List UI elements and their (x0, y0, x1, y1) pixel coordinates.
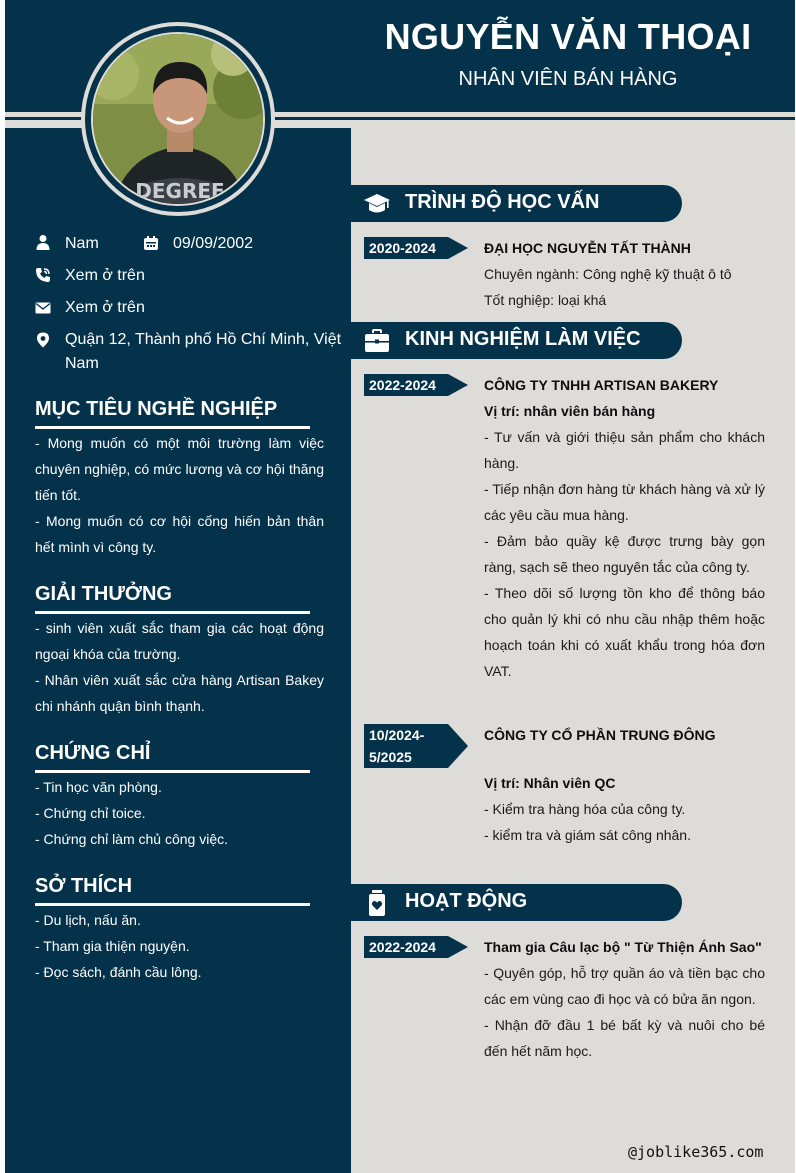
certificates-title: CHỨNG CHỈ (35, 742, 151, 764)
envelope-icon (35, 300, 51, 316)
award-item: - sinh viên xuất sắc tham gia các hoạt động ngoại khóa của trường. (35, 620, 324, 662)
profile-photo (91, 32, 265, 206)
education-header (351, 185, 682, 222)
education-graduation: Tốt nghiệp: loại khá (484, 292, 607, 308)
job-date: 2022-2024 (364, 374, 448, 396)
job-duty: - Đảm bảo quầy kệ được trưng bày gọn ràng, sạch sẽ theo nguyên tắc của công ty. (484, 533, 765, 575)
job-duty: - Kiểm tra hàng hóa của công ty. (484, 801, 686, 817)
activity-name: Tham gia Câu lạc bộ " Từ Thiện Ánh Sao" (484, 939, 762, 955)
job-duty: - kiểm tra và giám sát công nhân. (484, 827, 691, 843)
awards-title: GIẢI THƯỞNG (35, 583, 172, 605)
job-details-2-body (484, 770, 765, 848)
company-name: CÔNG TY TNHH ARTISAN BAKERY (484, 377, 719, 393)
certificate-item: - Chứng chỉ làm chủ công việc. (35, 831, 229, 847)
objective-text (35, 430, 324, 560)
job-duty: - Theo dõi số lượng tồn kho để thông báo cho quản lý khi có nhu cầu nhập thêm hoặc hoạch toán khi có xuất khẩu trong hóa đơn VAT. (484, 585, 765, 679)
user-icon (35, 234, 51, 250)
school-name: ĐẠI HỌC NGUYỄN TẤT THÀNH (484, 240, 691, 256)
activity-date: 2022-2024 (364, 936, 448, 958)
awards-text (35, 615, 324, 719)
job-duty: - Tư vấn và giới thiệu sản phẩm cho khách hàng. (484, 429, 765, 471)
job-details (484, 372, 765, 684)
graduation-cap-icon (363, 190, 391, 218)
birthday-value: 09/09/2002 (173, 235, 254, 252)
activities-title: HOẠT ĐỘNG (405, 890, 528, 912)
briefcase-icon (363, 327, 391, 355)
objective-underline (35, 426, 310, 429)
company-name: CÔNG TY CỔ PHẦN TRUNG ĐÔNG (484, 727, 716, 743)
award-item: - Nhân viên xuất sắc cửa hàng Artisan Bakey chi nhánh quận bình thạnh. (35, 672, 324, 714)
gender-value: Nam (65, 235, 99, 252)
job-date-2 (364, 724, 448, 768)
hobbies-underline (35, 903, 310, 906)
job-position: Vị trí: nhân viên bán hàng (484, 403, 656, 419)
phone-value: Xem ở trên (65, 267, 145, 284)
email-value: Xem ở trên (65, 299, 145, 316)
job-title: NHÂN VIÊN BÁN HÀNG (458, 68, 678, 90)
calendar-icon (143, 235, 159, 251)
hobby-item: - Tham gia thiện nguyện. (35, 938, 190, 954)
education-major: Chuyên ngành: Công nghệ kỹ thuật ô tô (484, 266, 732, 282)
activities-header (351, 884, 682, 921)
profile-photo-illustration (93, 34, 265, 206)
resume-page (5, 0, 795, 1173)
job-date-end: 5/2025 (369, 749, 412, 765)
experience-header (351, 322, 682, 359)
hobby-item: - Đọc sách, đánh cầu lông. (35, 964, 202, 980)
activity-details (484, 934, 765, 1064)
svg-text:DEGREE: DEGREE (135, 179, 225, 203)
education-details (484, 235, 765, 313)
hobbies-text (35, 907, 324, 985)
avatar (81, 22, 275, 216)
education-title: TRÌNH ĐỘ HỌC VẤN (405, 191, 600, 213)
map-pin-icon (35, 332, 51, 348)
job-date-start: 10/2024- (369, 727, 425, 743)
phone-icon (35, 267, 51, 283)
job-duty: - Tiếp nhận đơn hàng từ khách hàng và xử lý các yêu cầu mua hàng. (484, 481, 765, 523)
badge-heart-icon (363, 889, 391, 917)
certificates-underline (35, 770, 310, 773)
job-details-2 (484, 722, 765, 748)
certificates-text (35, 774, 324, 852)
certificate-item: - Tin học văn phòng. (35, 779, 162, 795)
site-watermark: @joblike365.com (628, 1143, 764, 1161)
education-date: 2020-2024 (364, 237, 448, 259)
activity-item: - Quyên góp, hỗ trợ quần áo và tiền bạc cho các em vùng cao đi học và có bửa ăn ngon. (484, 965, 765, 1007)
hobby-item: - Du lịch, nấu ăn. (35, 912, 141, 928)
awards-underline (35, 611, 310, 614)
job-position: Vị trí: Nhân viên QC (484, 775, 616, 791)
address-value: Quận 12, Thành phố Hồ Chí Minh, Việt Nam (65, 331, 342, 372)
activity-item: - Nhận đỡ đầu 1 bé bất kỳ và nuôi cho bé đến hết năm học. (484, 1017, 765, 1059)
hobbies-title: SỞ THÍCH (35, 875, 133, 897)
objective-title: MỤC TIÊU NGHỀ NGHIỆP (35, 398, 278, 420)
objective-item: - Mong muốn có một môi trường làm việc chuyên nghiệp, có mức lương và cơ hội thăng tiến tốt. (35, 435, 324, 503)
experience-title: KINH NGHIỆM LÀM VIỆC (405, 328, 641, 350)
objective-item: - Mong muốn có cơ hội cống hiến bản thân hết mình vì công ty. (35, 513, 324, 555)
candidate-name: NGUYỄN VĂN THOẠI (384, 16, 752, 57)
certificate-item: - Chứng chỉ toice. (35, 805, 146, 821)
